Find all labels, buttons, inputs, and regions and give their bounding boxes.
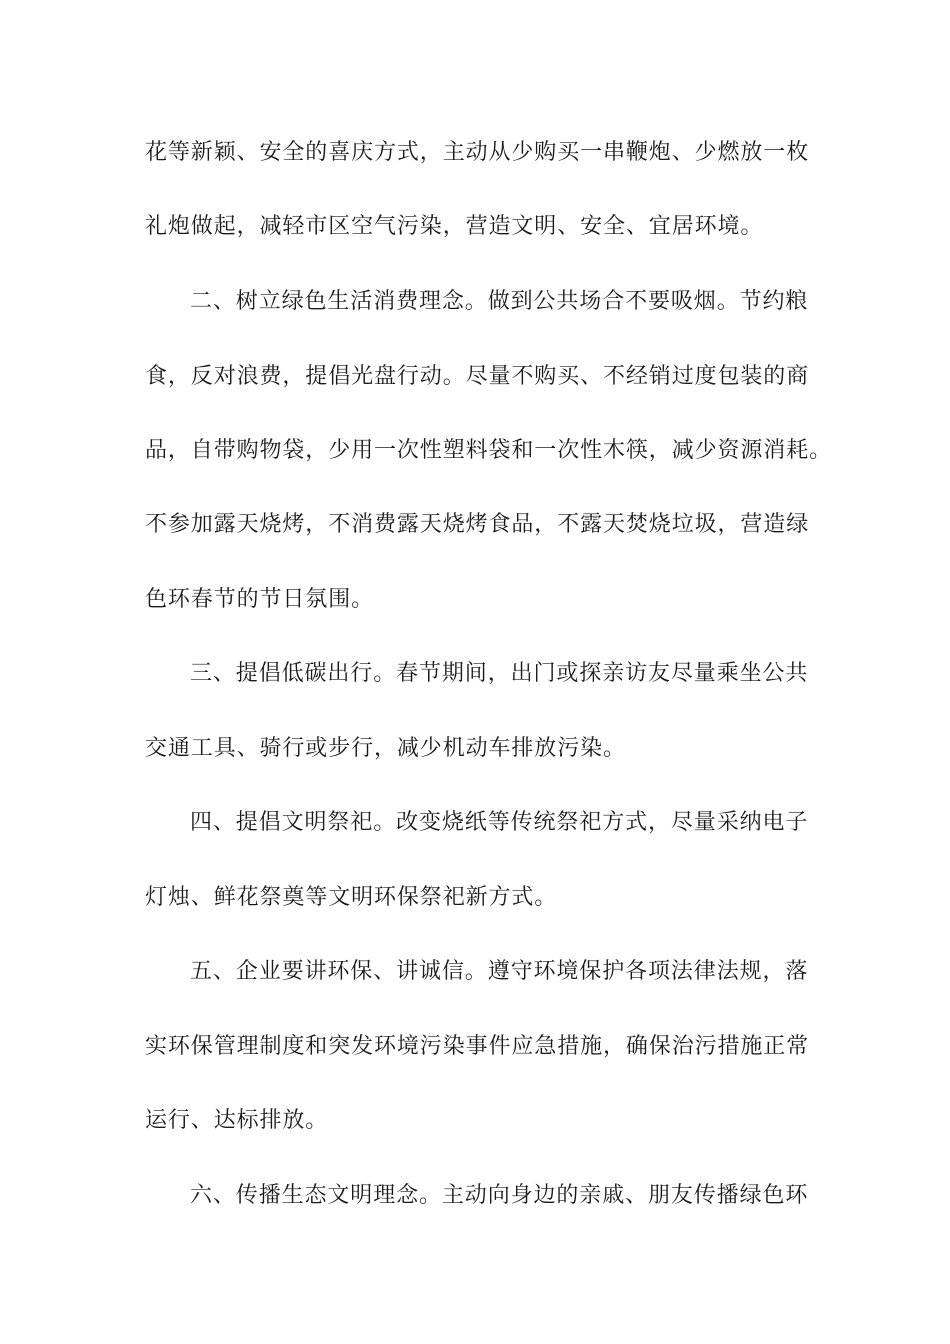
paragraph-2-line-3: 品，自带购物袋，少用一次性塑料袋和一次性木筷，减少资源消耗。 xyxy=(145,438,833,463)
paragraph-5-line-3: 运行、达标排放。 xyxy=(145,1108,329,1133)
paragraph-6-line-1: 六、传播生态文明理念。主动向身边的亲戚、朋友传播绿色环 xyxy=(190,1183,809,1208)
paragraph-5-line-2: 实环保管理制度和突发环境污染事件应急措施，确保治污措施正常 xyxy=(145,1034,810,1059)
paragraph-2-line-1: 二、树立绿色生活消费理念。做到公共场合不要吸烟。节约粮 xyxy=(190,289,809,314)
paragraph-4-line-1: 四、提倡文明祭祀。改变烧纸等传统祭祀方式，尽量采纳电子 xyxy=(190,810,809,835)
paragraph-1-line-2: 礼炮做起，减轻市区空气污染，营造文明、安全、宜居环境。 xyxy=(145,214,764,239)
paragraph-3-line-2: 交通工具、骑行或步行，减少机动车排放污染。 xyxy=(145,736,626,761)
paragraph-3-line-1: 三、提倡低碳出行。春节期间，出门或探亲访友尽量乘坐公共 xyxy=(190,661,809,686)
paragraph-2-line-2: 食，反对浪费，提倡光盘行动。尽量不购买、不经销过度包装的商 xyxy=(145,364,810,389)
paragraph-2-line-4: 不参加露天烧烤，不消费露天烧烤食品，不露天焚烧垃圾，营造绿 xyxy=(145,512,810,537)
paragraph-4-line-2: 灯烛、鲜花祭奠等文明环保祭祀新方式。 xyxy=(145,885,558,910)
paragraph-1-line-1: 花等新颖、安全的喜庆方式，主动从少购买一串鞭炮、少燃放一枚 xyxy=(145,140,810,165)
paragraph-5-line-1: 五、企业要讲环保、讲诚信。遵守环境保护各项法律法规，落 xyxy=(190,959,809,984)
paragraph-2-line-5: 色环春节的节日氛围。 xyxy=(145,587,375,612)
